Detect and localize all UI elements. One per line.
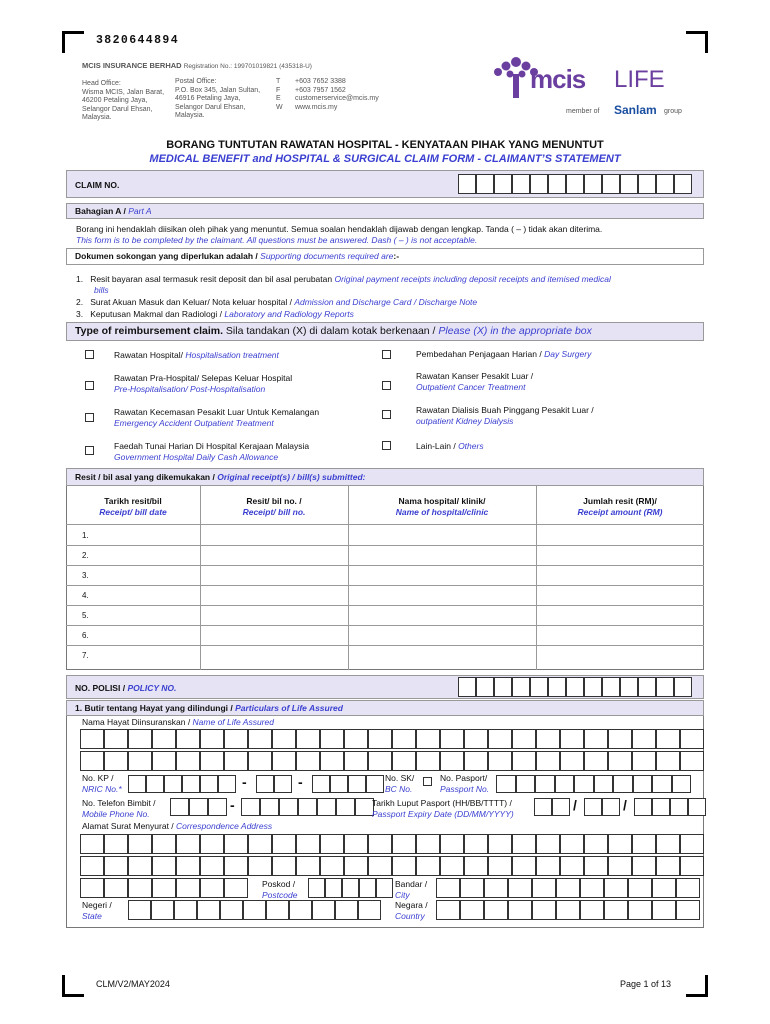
char-box[interactable] bbox=[458, 174, 476, 194]
char-box[interactable] bbox=[128, 878, 152, 898]
char-box[interactable] bbox=[536, 729, 560, 749]
char-box[interactable] bbox=[359, 878, 376, 898]
option-outpatient-cancer: Rawatan Kanser Pesakit Luar / Outpatient Cancer Treatment bbox=[416, 371, 534, 392]
char-box[interactable] bbox=[680, 729, 704, 749]
char-box[interactable] bbox=[176, 878, 200, 898]
char-box[interactable] bbox=[656, 677, 674, 697]
char-box[interactable] bbox=[189, 798, 208, 816]
char-box[interactable] bbox=[152, 751, 176, 771]
separator: / bbox=[573, 797, 577, 813]
char-box[interactable] bbox=[512, 174, 530, 194]
char-box[interactable] bbox=[584, 729, 608, 749]
checkbox-hospitalisation[interactable] bbox=[85, 350, 94, 359]
char-box[interactable] bbox=[440, 834, 464, 854]
char-box[interactable] bbox=[296, 834, 320, 854]
char-box[interactable] bbox=[566, 677, 584, 697]
char-box[interactable] bbox=[512, 729, 536, 749]
char-box[interactable] bbox=[458, 677, 476, 697]
char-box[interactable] bbox=[484, 878, 508, 898]
char-box[interactable] bbox=[512, 677, 530, 697]
receipt-row-number: 7. bbox=[82, 651, 89, 660]
checkbox-others[interactable] bbox=[382, 441, 391, 450]
char-box[interactable] bbox=[676, 878, 700, 898]
char-box[interactable] bbox=[560, 834, 584, 854]
doc-item-1: 1. Resit bayaran asal termasuk resit deposit dan bil asal perubatan Original payment receipts including deposit receipts and itemised medical bbox=[76, 274, 611, 284]
char-box[interactable] bbox=[289, 900, 312, 920]
char-box[interactable] bbox=[243, 900, 266, 920]
char-box[interactable] bbox=[560, 729, 584, 749]
char-box[interactable] bbox=[536, 856, 560, 876]
char-box[interactable] bbox=[274, 775, 292, 793]
char-box[interactable] bbox=[440, 751, 464, 771]
char-box[interactable] bbox=[272, 751, 296, 771]
char-box[interactable] bbox=[584, 751, 608, 771]
char-box[interactable] bbox=[104, 856, 128, 876]
char-box[interactable] bbox=[530, 174, 548, 194]
char-box[interactable] bbox=[224, 729, 248, 749]
corner-mark-bottom-right bbox=[686, 975, 708, 997]
char-box[interactable] bbox=[279, 798, 298, 816]
char-box[interactable] bbox=[152, 729, 176, 749]
char-box[interactable] bbox=[320, 834, 344, 854]
receipt-row-number: 3. bbox=[82, 571, 89, 580]
separator: / bbox=[623, 797, 627, 813]
char-box[interactable] bbox=[182, 775, 200, 793]
corner-mark-bottom-left bbox=[62, 975, 84, 997]
char-box[interactable] bbox=[560, 856, 584, 876]
char-box[interactable] bbox=[628, 878, 652, 898]
char-box[interactable] bbox=[532, 878, 556, 898]
checkbox-outpatient-cancer[interactable] bbox=[382, 381, 391, 390]
contact-keys: T F E W bbox=[276, 78, 283, 111]
char-box[interactable] bbox=[200, 834, 224, 854]
checkbox-govt-hospital-cash[interactable] bbox=[85, 446, 94, 455]
receipts-bar: Resit / bil asal yang dikemukakan / Original receipt(s) / bill(s) submitted: bbox=[66, 468, 704, 486]
char-box[interactable] bbox=[248, 729, 272, 749]
char-box[interactable] bbox=[656, 834, 680, 854]
receipt-row-number: 2. bbox=[82, 551, 89, 560]
char-box[interactable] bbox=[224, 856, 248, 876]
char-box[interactable] bbox=[584, 834, 608, 854]
passport-expiry-label: Tarikh Luput Pasport (HH/BB/TTTT) / Passport Expiry Date (DD/MM/YYYY) bbox=[372, 798, 514, 819]
table-row-divider bbox=[66, 565, 704, 566]
postal-office: Postal Office: P.O. Box 345, Jalan Sultan, 46916 Petaling Jaya, Selangor Darul Ehsan, Malaysia. bbox=[175, 78, 261, 120]
char-box[interactable] bbox=[260, 798, 279, 816]
char-box[interactable] bbox=[620, 677, 638, 697]
char-box[interactable] bbox=[416, 834, 440, 854]
header-receipt-date: Tarikh resit/bil Receipt/ bill date bbox=[99, 496, 167, 517]
char-box[interactable] bbox=[335, 900, 358, 920]
char-box[interactable] bbox=[176, 834, 200, 854]
bc-label: No. SK/ BC No. bbox=[385, 773, 415, 794]
char-box[interactable] bbox=[440, 856, 464, 876]
char-box[interactable] bbox=[674, 677, 692, 697]
header-hospital-name: Nama hospital/ klinik/ Name of hospital/clinic bbox=[395, 496, 489, 517]
char-box[interactable] bbox=[512, 856, 536, 876]
reimbursement-bar: Type of reimbursement claim. Sila tandakan (X) di dalam kotak berkenaan / Please (X) in the appropriate box bbox=[66, 322, 704, 341]
char-box[interactable] bbox=[602, 174, 620, 194]
mobile-label: No. Telefon Bimbit / Mobile Phone No. bbox=[82, 798, 156, 819]
corner-mark-top-left bbox=[62, 31, 84, 53]
char-box[interactable] bbox=[488, 729, 512, 749]
char-box[interactable] bbox=[344, 834, 368, 854]
passport-label: No. Pasport/ Passport No. bbox=[440, 773, 490, 794]
char-box[interactable] bbox=[566, 174, 584, 194]
char-box[interactable] bbox=[680, 856, 704, 876]
char-box[interactable] bbox=[416, 729, 440, 749]
separator: - bbox=[298, 774, 303, 790]
corner-mark-top-right bbox=[686, 31, 708, 53]
char-box[interactable] bbox=[574, 775, 594, 793]
char-box[interactable] bbox=[224, 751, 248, 771]
doc-item-2: 2. Surat Akuan Masuk dan Keluar/ Nota keluar hospital / Admission and Discharge Card / Discharge Note bbox=[76, 297, 478, 307]
char-box[interactable] bbox=[296, 729, 320, 749]
char-box[interactable] bbox=[248, 834, 272, 854]
contact-values: +603 7652 3388 +603 7957 1562 customerservice@mcis.my www.mcis.my bbox=[295, 78, 379, 111]
char-box[interactable] bbox=[104, 729, 128, 749]
city-label: Bandar / City bbox=[395, 879, 428, 900]
nric-label: No. KP / NRIC No.* bbox=[82, 773, 122, 794]
char-box[interactable] bbox=[248, 856, 272, 876]
char-box[interactable] bbox=[676, 900, 700, 920]
policy-no-bar: NO. POLISI / POLICY NO. bbox=[66, 675, 704, 699]
char-box[interactable] bbox=[602, 798, 620, 816]
char-box[interactable] bbox=[580, 878, 604, 898]
char-box[interactable] bbox=[342, 878, 359, 898]
char-box[interactable] bbox=[674, 174, 692, 194]
char-box[interactable] bbox=[536, 834, 560, 854]
header-receipt-amount: Jumlah resit (RM)/ Receipt amount (RM) bbox=[577, 496, 663, 517]
char-box[interactable] bbox=[368, 751, 392, 771]
char-box[interactable] bbox=[656, 856, 680, 876]
char-box[interactable] bbox=[348, 775, 366, 793]
char-box[interactable] bbox=[436, 878, 460, 898]
char-box[interactable] bbox=[556, 878, 580, 898]
char-box[interactable] bbox=[536, 751, 560, 771]
char-box[interactable] bbox=[366, 775, 384, 793]
receipt-row-number: 1. bbox=[82, 531, 89, 540]
char-box[interactable] bbox=[392, 834, 416, 854]
char-box[interactable] bbox=[170, 798, 189, 816]
char-box[interactable] bbox=[200, 775, 218, 793]
address-label: Alamat Surat Menyurat / Correspondence Address bbox=[82, 821, 273, 831]
char-box[interactable] bbox=[530, 677, 548, 697]
char-box[interactable] bbox=[464, 729, 488, 749]
char-box[interactable] bbox=[488, 751, 512, 771]
char-box[interactable] bbox=[440, 729, 464, 749]
char-box[interactable] bbox=[128, 900, 151, 920]
char-box[interactable] bbox=[176, 856, 200, 876]
char-box[interactable] bbox=[633, 775, 653, 793]
char-box[interactable] bbox=[584, 798, 602, 816]
form-title-english: MEDICAL BENEFIT and HOSPITAL & SURGICAL CLAIM FORM - CLAIMANT’S STATEMENT bbox=[149, 153, 621, 165]
checkbox-kidney-dialysis[interactable] bbox=[382, 410, 391, 419]
char-box[interactable] bbox=[80, 729, 104, 749]
form-code: CLM/V2/MAY2024 bbox=[96, 979, 170, 989]
checkbox-emergency-accident[interactable] bbox=[85, 413, 94, 422]
char-box[interactable] bbox=[580, 900, 604, 920]
char-box[interactable] bbox=[584, 856, 608, 876]
instruction-english: This form is to be completed by the claimant. All questions must be answered. Dash ( – ) is not acceptable. bbox=[76, 235, 478, 245]
char-box[interactable] bbox=[638, 677, 656, 697]
char-box[interactable] bbox=[241, 798, 260, 816]
char-box[interactable] bbox=[200, 729, 224, 749]
char-box[interactable] bbox=[266, 900, 289, 920]
char-box[interactable] bbox=[584, 677, 602, 697]
char-box[interactable] bbox=[670, 798, 688, 816]
doc-item-3: 3. Keputusan Makmal dan Radiologi / Laboratory and Radiology Reports bbox=[76, 309, 354, 319]
char-box[interactable] bbox=[80, 878, 104, 898]
char-box[interactable] bbox=[368, 729, 392, 749]
char-box[interactable] bbox=[534, 798, 552, 816]
char-box[interactable] bbox=[358, 900, 381, 920]
char-box[interactable] bbox=[151, 900, 174, 920]
option-govt-hospital-cash: Faedah Tunai Harian Di Hospital Kerajaan Malaysia Government Hospital Daily Cash Allowance bbox=[114, 441, 310, 462]
char-box[interactable] bbox=[344, 751, 368, 771]
char-box[interactable] bbox=[128, 751, 152, 771]
char-box[interactable] bbox=[330, 775, 348, 793]
char-box[interactable] bbox=[152, 834, 176, 854]
char-box[interactable] bbox=[476, 677, 494, 697]
particulars-bar: 1. Butir tentang Hayat yang dilindungi / Particulars of Life Assured bbox=[66, 700, 704, 716]
char-box[interactable] bbox=[218, 775, 236, 793]
char-box[interactable] bbox=[256, 775, 274, 793]
char-box[interactable] bbox=[200, 856, 224, 876]
char-box[interactable] bbox=[296, 751, 320, 771]
char-box[interactable] bbox=[516, 775, 536, 793]
char-box[interactable] bbox=[652, 878, 676, 898]
char-box[interactable] bbox=[368, 856, 392, 876]
char-box[interactable] bbox=[128, 775, 146, 793]
char-box[interactable] bbox=[436, 900, 460, 920]
char-box[interactable] bbox=[555, 775, 575, 793]
option-hospitalisation: Rawatan Hospital/ Hospitalisation treatment bbox=[114, 350, 279, 360]
char-box[interactable] bbox=[320, 751, 344, 771]
char-box[interactable] bbox=[488, 834, 512, 854]
char-box[interactable] bbox=[80, 856, 104, 876]
part-a-bar: Bahagian A / Part A bbox=[66, 203, 704, 219]
char-box[interactable] bbox=[628, 900, 652, 920]
char-box[interactable] bbox=[312, 775, 330, 793]
claim-no-bar: CLAIM NO. bbox=[66, 170, 704, 198]
state-label: Negeri / State bbox=[82, 900, 112, 921]
char-box[interactable] bbox=[464, 751, 488, 771]
char-box[interactable] bbox=[652, 775, 672, 793]
char-box[interactable] bbox=[308, 878, 325, 898]
char-box[interactable] bbox=[460, 900, 484, 920]
char-box[interactable] bbox=[104, 878, 128, 898]
char-box[interactable] bbox=[104, 834, 128, 854]
char-box[interactable] bbox=[368, 834, 392, 854]
char-box[interactable] bbox=[508, 878, 532, 898]
char-box[interactable] bbox=[680, 751, 704, 771]
char-box[interactable] bbox=[532, 900, 556, 920]
char-box[interactable] bbox=[325, 878, 342, 898]
supporting-docs-bar: Dokumen sokongan yang diperlukan adalah / Supporting documents required are:- bbox=[66, 248, 704, 265]
table-row-divider bbox=[66, 605, 704, 606]
char-box[interactable] bbox=[200, 878, 224, 898]
char-box[interactable] bbox=[594, 775, 614, 793]
char-box[interactable] bbox=[197, 900, 220, 920]
char-box[interactable] bbox=[656, 751, 680, 771]
option-kidney-dialysis: Rawatan Dialisis Buah Pinggang Pesakit Luar / outpatient Kidney Dialysis bbox=[416, 405, 594, 426]
char-box[interactable] bbox=[652, 798, 670, 816]
char-box[interactable] bbox=[632, 856, 656, 876]
char-box[interactable] bbox=[688, 798, 706, 816]
char-box[interactable] bbox=[494, 174, 512, 194]
char-box[interactable] bbox=[556, 900, 580, 920]
table-row-divider bbox=[66, 625, 704, 626]
char-box[interactable] bbox=[638, 174, 656, 194]
char-box[interactable] bbox=[512, 834, 536, 854]
name-label: Nama Hayat Diinsuranskan / Name of Life Assured bbox=[82, 717, 274, 727]
char-box[interactable] bbox=[652, 900, 676, 920]
char-box[interactable] bbox=[494, 677, 512, 697]
char-box[interactable] bbox=[208, 798, 227, 816]
char-box[interactable] bbox=[320, 856, 344, 876]
char-box[interactable] bbox=[488, 856, 512, 876]
char-box[interactable] bbox=[620, 174, 638, 194]
char-box[interactable] bbox=[298, 798, 317, 816]
checkbox-day-surgery[interactable] bbox=[382, 350, 391, 359]
char-box[interactable] bbox=[320, 729, 344, 749]
char-box[interactable] bbox=[392, 751, 416, 771]
char-box[interactable] bbox=[508, 900, 532, 920]
char-box[interactable] bbox=[416, 751, 440, 771]
char-box[interactable] bbox=[296, 856, 320, 876]
char-box[interactable] bbox=[376, 878, 393, 898]
char-box[interactable] bbox=[560, 751, 584, 771]
country-label: Negara / Country bbox=[395, 900, 428, 921]
char-box[interactable] bbox=[416, 856, 440, 876]
table-row-divider bbox=[66, 545, 704, 546]
header-receipt-no: Resit/ bil no. / Receipt/ bill no. bbox=[242, 496, 306, 517]
char-box[interactable] bbox=[176, 751, 200, 771]
page-number: Page 1 of 13 bbox=[620, 979, 672, 989]
char-box[interactable] bbox=[656, 174, 674, 194]
char-box[interactable] bbox=[608, 856, 632, 876]
char-box[interactable] bbox=[632, 729, 656, 749]
char-box[interactable] bbox=[164, 775, 182, 793]
char-box[interactable] bbox=[613, 775, 633, 793]
separator: - bbox=[242, 774, 247, 790]
char-box[interactable] bbox=[224, 834, 248, 854]
char-box[interactable] bbox=[464, 856, 488, 876]
company-header: MCIS INSURANCE BERHAD Registration No.: 199701019821 (435318-U) bbox=[82, 61, 312, 70]
char-box[interactable] bbox=[344, 856, 368, 876]
char-box[interactable] bbox=[680, 834, 704, 854]
char-box[interactable] bbox=[476, 174, 494, 194]
char-box[interactable] bbox=[128, 856, 152, 876]
char-box[interactable] bbox=[128, 834, 152, 854]
checkbox-bc-no[interactable] bbox=[423, 777, 432, 786]
char-box[interactable] bbox=[317, 798, 336, 816]
char-box[interactable] bbox=[272, 856, 296, 876]
char-box[interactable] bbox=[152, 856, 176, 876]
receipt-row-number: 5. bbox=[82, 611, 89, 620]
option-pre-post-hospitalisation: Rawatan Pra-Hospital/ Selepas Keluar Hospital Pre-Hospitalisation/ Post-Hospitalisation bbox=[114, 373, 293, 394]
char-box[interactable] bbox=[392, 856, 416, 876]
char-box[interactable] bbox=[104, 751, 128, 771]
char-box[interactable] bbox=[548, 174, 566, 194]
char-box[interactable] bbox=[272, 834, 296, 854]
char-box[interactable] bbox=[460, 878, 484, 898]
char-box[interactable] bbox=[224, 878, 248, 898]
char-box[interactable] bbox=[312, 900, 335, 920]
char-box[interactable] bbox=[464, 834, 488, 854]
table-row-divider bbox=[66, 645, 704, 646]
char-box[interactable] bbox=[200, 751, 224, 771]
checkbox-pre-post-hospitalisation[interactable] bbox=[85, 381, 94, 390]
char-box[interactable] bbox=[248, 751, 272, 771]
char-box[interactable] bbox=[535, 775, 555, 793]
option-day-surgery: Pembedahan Penjagaan Harian / Day Surgery bbox=[416, 349, 592, 359]
char-box[interactable] bbox=[672, 775, 692, 793]
char-box[interactable] bbox=[608, 751, 632, 771]
char-box[interactable] bbox=[604, 878, 628, 898]
char-box[interactable] bbox=[608, 834, 632, 854]
document-number: 3820644894 bbox=[96, 34, 180, 47]
char-box[interactable] bbox=[146, 775, 164, 793]
char-box[interactable] bbox=[344, 729, 368, 749]
option-emergency-accident: Rawatan Kecemasan Pesakit Luar Untuk Kemalangan Emergency Accident Outpatient Treatment bbox=[114, 407, 320, 428]
char-box[interactable] bbox=[548, 677, 566, 697]
char-box[interactable] bbox=[584, 174, 602, 194]
char-box[interactable] bbox=[152, 878, 176, 898]
char-box[interactable] bbox=[484, 900, 508, 920]
char-box[interactable] bbox=[632, 834, 656, 854]
char-box[interactable] bbox=[604, 900, 628, 920]
receipt-row-number: 6. bbox=[82, 631, 89, 640]
char-box[interactable] bbox=[80, 834, 104, 854]
char-box[interactable] bbox=[272, 729, 296, 749]
char-box[interactable] bbox=[496, 775, 516, 793]
char-box[interactable] bbox=[602, 677, 620, 697]
char-box[interactable] bbox=[608, 729, 632, 749]
char-box[interactable] bbox=[552, 798, 570, 816]
char-box[interactable] bbox=[392, 729, 416, 749]
char-box[interactable] bbox=[176, 729, 200, 749]
instruction-malay: Borang ini hendaklah diisikan oleh pihak yang menuntut. Semua soalan hendaklah dijawab dengan lengkap. Tanda ( – ) tidak akan diterima. bbox=[76, 224, 603, 234]
char-box[interactable] bbox=[220, 900, 243, 920]
char-box[interactable] bbox=[174, 900, 197, 920]
char-box[interactable] bbox=[128, 729, 152, 749]
char-box[interactable] bbox=[336, 798, 355, 816]
char-box[interactable] bbox=[512, 751, 536, 771]
char-box[interactable] bbox=[80, 751, 104, 771]
option-others: Lain-Lain / Others bbox=[416, 441, 484, 451]
mcis-life-logo: mcis LIFE member of Sanlam group bbox=[486, 52, 696, 122]
separator: - bbox=[230, 797, 235, 813]
head-office: Head Office: Wisma MCIS, Jalan Barat, 46200 Petaling Jaya, Selangor Darul Ehsan, Malaysia. bbox=[82, 80, 165, 122]
postcode-label: Poskod / Postcode bbox=[262, 879, 298, 900]
char-box[interactable] bbox=[632, 751, 656, 771]
receipt-row-number: 4. bbox=[82, 591, 89, 600]
char-box[interactable] bbox=[656, 729, 680, 749]
form-title-malay: BORANG TUNTUTAN RAWATAN HOSPITAL - KENYATAAN PIHAK YANG MENUNTUT bbox=[166, 139, 604, 151]
char-box[interactable] bbox=[634, 798, 652, 816]
doc-item-1-cont: bills bbox=[94, 285, 109, 295]
table-row-divider bbox=[66, 585, 704, 586]
